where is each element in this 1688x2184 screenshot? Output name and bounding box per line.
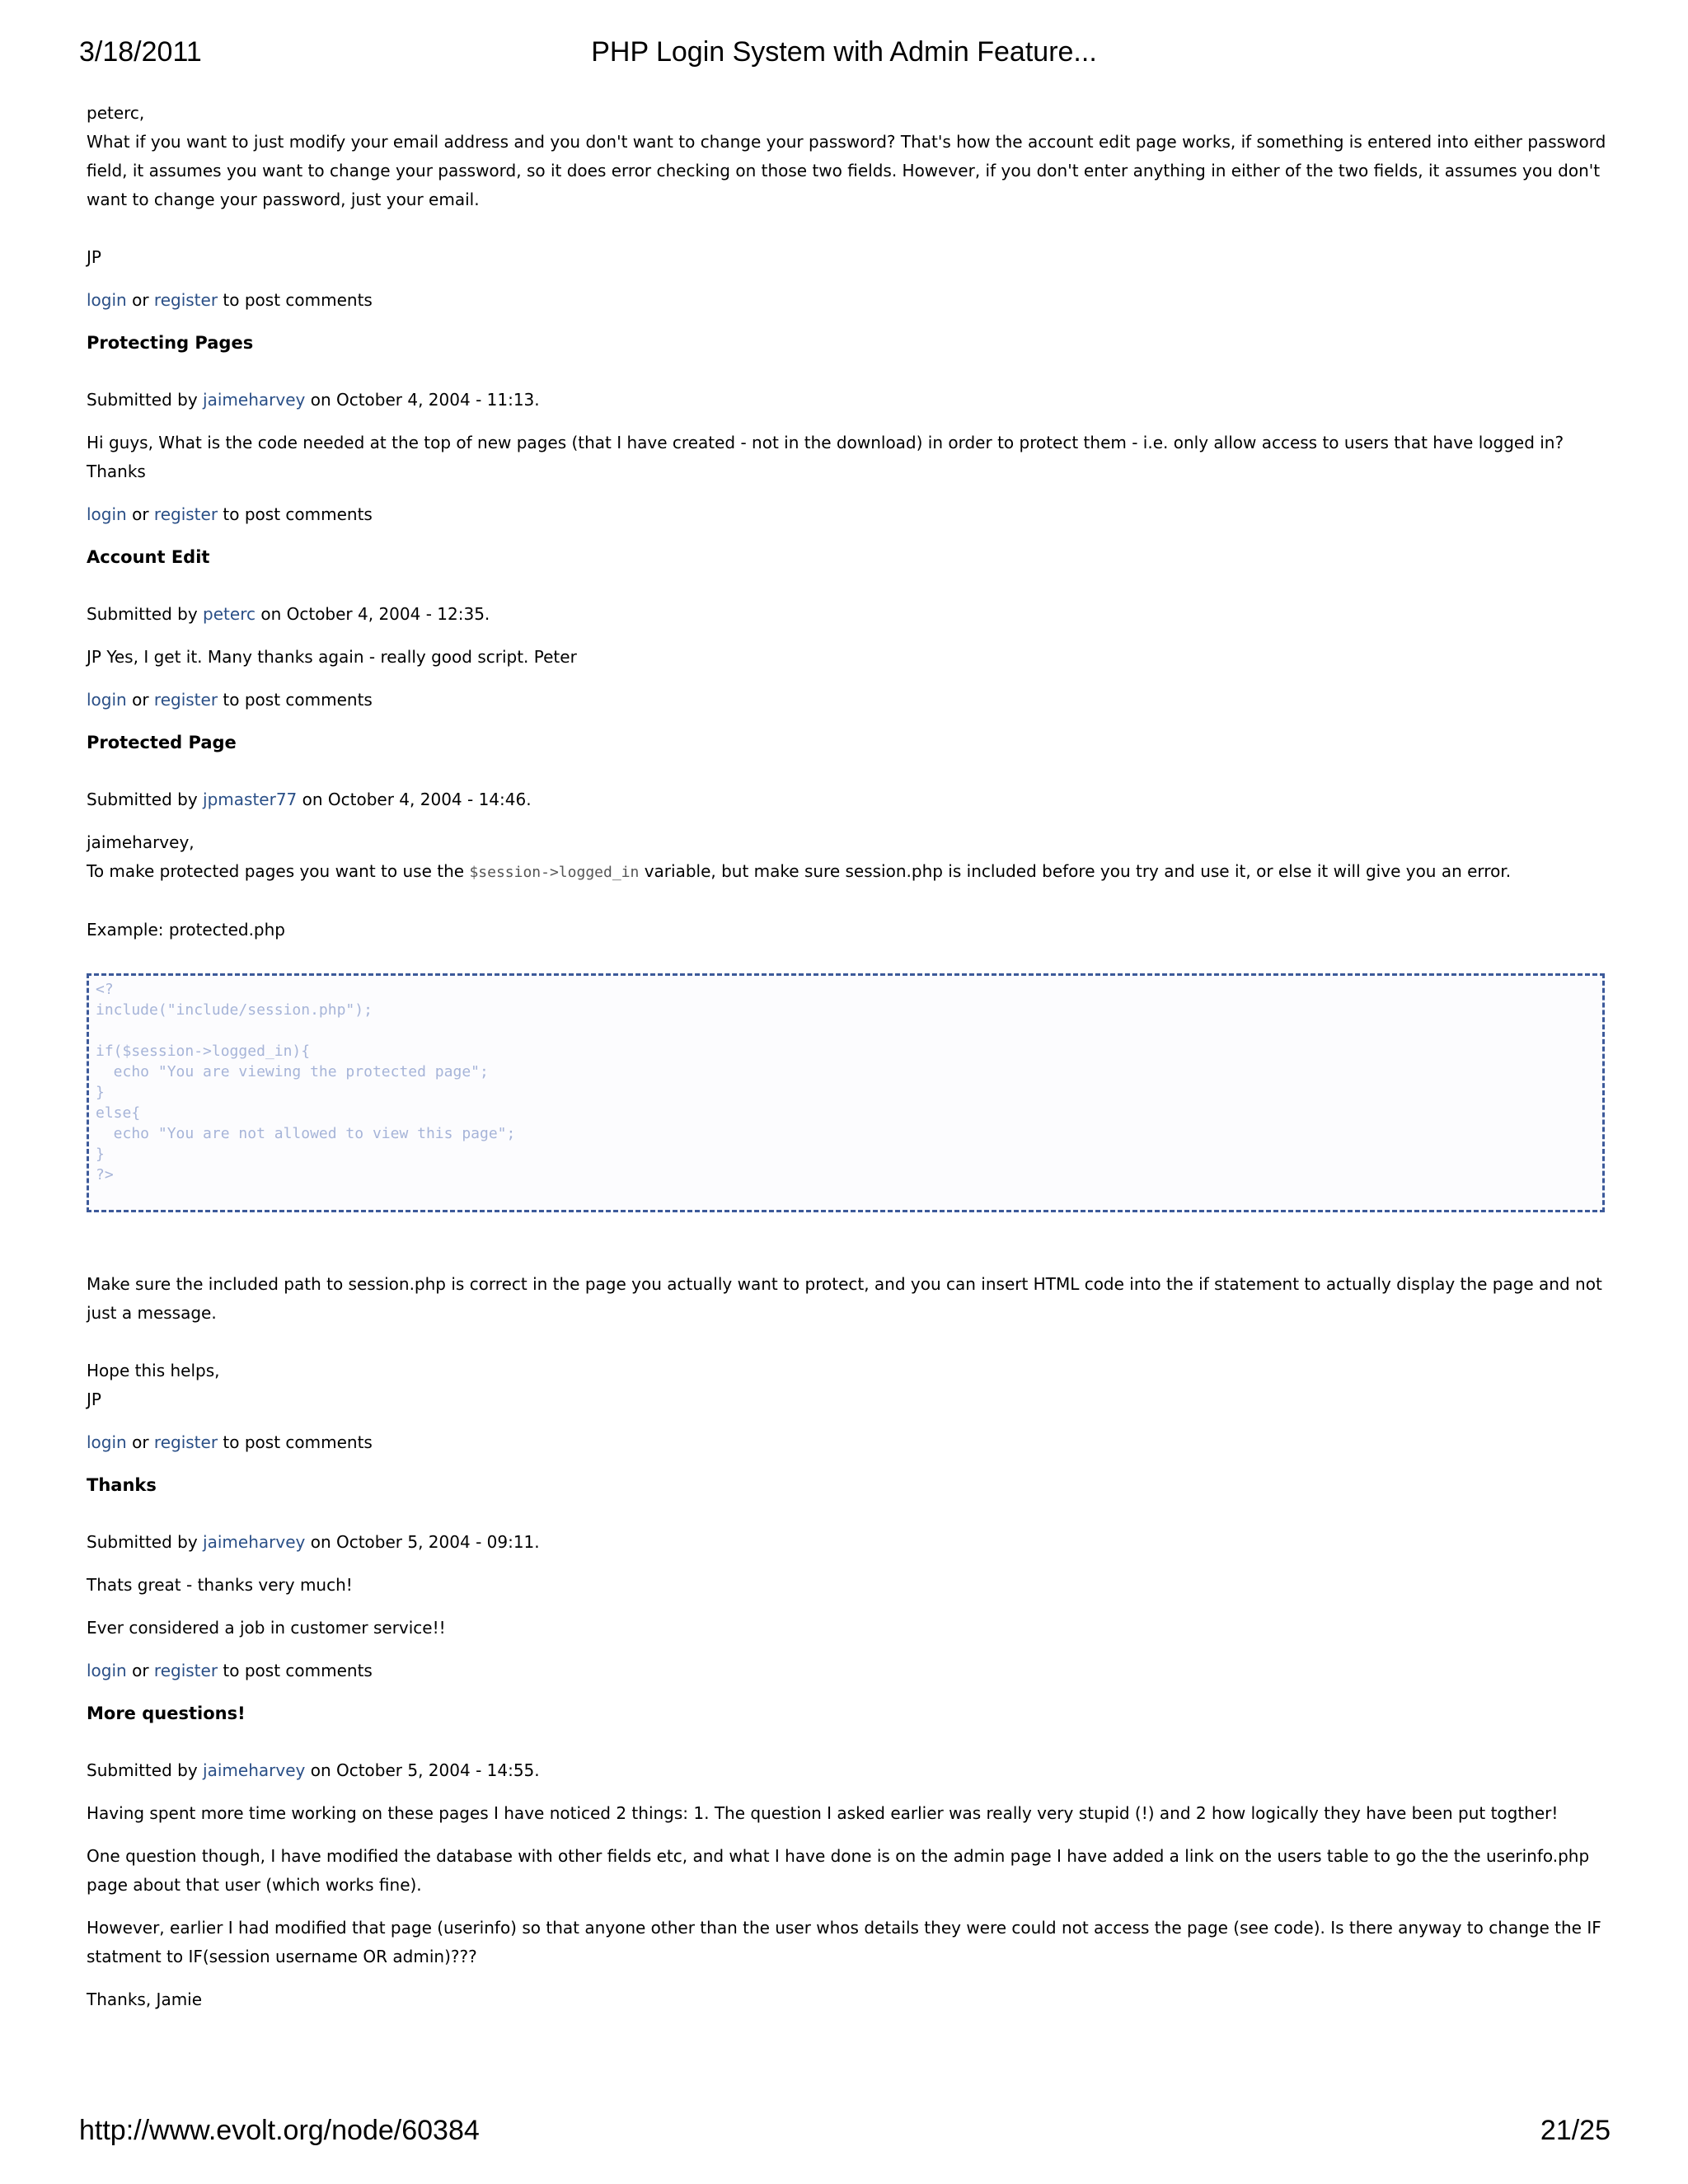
login-link[interactable]: login — [87, 504, 127, 524]
code-line: echo "You are viewing the protected page"; — [96, 1063, 489, 1080]
comment-meta: Submitted by jpmaster77 on October 4, 2004 - 14:46. — [87, 790, 532, 809]
comment-body: Hi guys, What is the code needed at the top of new pages (that I have created - not in the download) in order to protect them - i.e. only allow access to users that have logged in? Thanks — [87, 433, 1564, 481]
comment-links: login or register to post comments — [87, 290, 373, 310]
comment-title: More questions! — [87, 1704, 246, 1723]
register-link[interactable]: register — [153, 1661, 218, 1680]
code-line: include("include/session.php"); — [96, 1001, 373, 1019]
comment-title: Protected Page — [87, 733, 237, 752]
comment-greeting: jaimeharvey, — [87, 832, 195, 852]
print-url: http://www.evolt.org/node/60384 — [79, 2115, 480, 2146]
code-line: <? — [96, 981, 114, 998]
author-link[interactable]: peterc — [203, 604, 256, 624]
comment-links: login or register to post comments — [87, 690, 373, 710]
code-line: if($session->logged_in){ — [96, 1043, 311, 1060]
comment-closing: Hope this helps, — [87, 1361, 220, 1380]
comments-content — [87, 99, 1611, 2014]
print-header — [0, 36, 1688, 94]
comment-meta: Submitted by jaimeharvey on October 4, 2004 - 11:13. — [87, 390, 540, 410]
inline-code: $session->logged_in — [469, 864, 640, 881]
comment-links: login or register to post comments — [87, 504, 373, 524]
comment-meta: Submitted by jaimeharvey on October 5, 2004 - 09:11. — [87, 1532, 540, 1552]
code-line: } — [96, 1146, 105, 1163]
comment-body: One question though, I have modified the database with other fields etc, and what I have done is on the admin page I have added a link on the users table to go the the userinfo.php page about that user (which works fine). — [87, 1846, 1590, 1895]
author-link[interactable]: jaimeharvey — [203, 1760, 306, 1780]
print-title: PHP Login System with Admin Feature... — [591, 36, 1097, 68]
intro-sign: JP — [87, 247, 101, 267]
login-link[interactable]: login — [87, 1432, 127, 1452]
print-date: 3/18/2011 — [79, 36, 202, 68]
comment-meta: Submitted by peterc on October 4, 2004 - 12:35. — [87, 604, 490, 624]
author-link[interactable]: jaimeharvey — [203, 390, 306, 410]
intro-greeting: peterc, — [87, 103, 145, 123]
comment-body: However, earlier I had modified that page (userinfo) so that anyone other than the user whos details they were could not access the page (see code). Is there anyway to change the IF statment to IF(session username OR admin)??? — [87, 1918, 1601, 1966]
code-line: echo "You are not allowed to view this page"; — [96, 1125, 516, 1142]
register-link[interactable]: register — [153, 290, 218, 310]
intro-text: What if you want to just modify your email address and you don't want to change your password? That's how the account edit page works, if something is entered into either password field, it assumes you want to change your password, so it does error checking on those two fields. However, if you don't enter anything in either of the two fields, it assumes you don't want to change your password, just your email. — [87, 132, 1606, 209]
author-link[interactable]: jpmaster77 — [203, 790, 298, 809]
print-footer — [0, 2115, 1688, 2172]
code-line — [96, 1020, 1594, 1041]
page-number: 21/25 — [1540, 2115, 1611, 2146]
comment-body: Thats great - thanks very much! — [87, 1575, 353, 1595]
code-line: ?> — [96, 1166, 114, 1183]
code-block — [87, 973, 1605, 1212]
comment-body: To make protected pages you want to use the $session->logged_in variable, but make sure session.php is included before you try and use it, or else it will give you an error. — [87, 861, 1512, 881]
login-link[interactable]: login — [87, 290, 127, 310]
comment-links: login or register to post comments — [87, 1432, 373, 1452]
comment-body: Having spent more time working on these pages I have noticed 2 things: 1. The question I asked earlier was really very stupid (!) and 2 how logically they have been put togther! — [87, 1803, 1559, 1823]
comment-body: Make sure the included path to session.php is correct in the page you actually want to protect, and you can insert HTML code into the if statement to actually display the page and not just a message. — [87, 1274, 1602, 1323]
comment-body: Thanks, Jamie — [87, 1990, 203, 2009]
code-line: else{ — [96, 1104, 141, 1122]
comment-links: login or register to post comments — [87, 1661, 373, 1680]
comment-sign: JP — [87, 1390, 101, 1409]
code-line: } — [96, 1084, 105, 1101]
author-link[interactable]: jaimeharvey — [203, 1532, 306, 1552]
register-link[interactable]: register — [153, 504, 218, 524]
register-link[interactable]: register — [153, 690, 218, 710]
comment-title: Protecting Pages — [87, 333, 254, 353]
spacer — [87, 214, 1611, 243]
login-link[interactable]: login — [87, 1661, 127, 1680]
comment-meta: Submitted by jaimeharvey on October 5, 2004 - 14:55. — [87, 1760, 540, 1780]
example-label: Example: protected.php — [87, 920, 285, 940]
comment-body: JP Yes, I get it. Many thanks again - really good script. Peter — [87, 647, 577, 667]
comment-title: Thanks — [87, 1475, 157, 1495]
comment-body: Ever considered a job in customer service!! — [87, 1618, 446, 1638]
comment-title: Account Edit — [87, 547, 210, 567]
register-link[interactable]: register — [153, 1432, 218, 1452]
login-link[interactable]: login — [87, 690, 127, 710]
